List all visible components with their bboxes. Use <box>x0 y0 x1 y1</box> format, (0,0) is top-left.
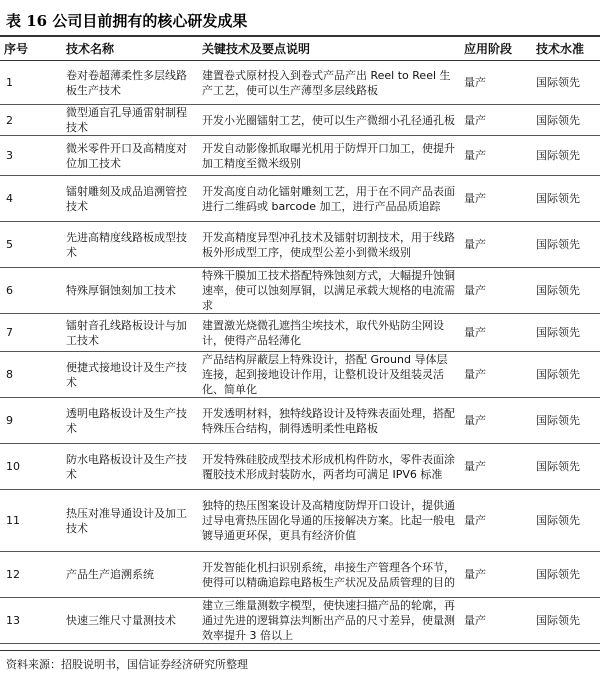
tech-description: 独特的热压图案设计及高精度防焊开口设计，提供通过导电膏热压固化导通的压接解决方案。比起一般电镀导通更环保，更具有经济价值 <box>198 490 460 552</box>
tech-name: 便捷式接地设计及生产技术 <box>52 352 198 398</box>
row-number: 13 <box>0 598 52 644</box>
table-row <box>0 268 600 314</box>
application-stage: 量产 <box>460 490 532 552</box>
table-row <box>0 490 600 552</box>
tech-name: 镭射音孔线路板设计与加工技术 <box>52 314 198 352</box>
tech-description: 产品结构屏蔽层上特殊设计，搭配 Ground 导体层连接，起到接地设计作用，让整机设计及组装灵活化、简单化 <box>198 352 460 398</box>
tech-level: 国际领先 <box>532 352 600 398</box>
tech-level: 国际领先 <box>532 444 600 490</box>
table-row <box>0 222 600 268</box>
table-row <box>0 444 600 490</box>
tech-level: 国际领先 <box>532 398 600 444</box>
tech-description: 开发高精度异型冲孔技术及镭射切割技术，用于线路板外形成型工序，使成型公差小到微米级别 <box>198 222 460 268</box>
table-row <box>0 398 600 444</box>
header-desc: 关键技术及要点说明 <box>198 37 460 61</box>
tech-name: 防水电路板设计及生产技术 <box>52 444 198 490</box>
application-stage: 量产 <box>460 552 532 598</box>
row-number: 7 <box>0 314 52 352</box>
row-number: 8 <box>0 352 52 398</box>
row-number: 2 <box>0 105 52 136</box>
header-level: 技术水准 <box>532 37 600 61</box>
row-number: 9 <box>0 398 52 444</box>
row-number: 11 <box>0 490 52 552</box>
row-number: 10 <box>0 444 52 490</box>
tech-name: 微米零件开口及高精度对位加工技术 <box>52 136 198 176</box>
tech-description: 开发特殊硅胶成型技术形成机构件防水，零件表面涂覆胶技术形成封装防水，两者均可满足 IPV6 标准 <box>198 444 460 490</box>
table-row <box>0 552 600 598</box>
tech-description: 建置卷式原材投入到卷式产品产出 Reel to Reel 生产工艺，使可以生产薄型多层线路板 <box>198 61 460 105</box>
tech-name: 快速三维尺寸量测技术 <box>52 598 198 644</box>
bottom-rule <box>0 650 600 651</box>
application-stage: 量产 <box>460 598 532 644</box>
application-stage: 量产 <box>460 105 532 136</box>
table-row <box>0 105 600 136</box>
tech-description: 开发智能化机扫识别系统，串接生产管理各个环节，使得可以精确追踪电路板生产状况及品质管理的目的 <box>198 552 460 598</box>
row-number: 3 <box>0 136 52 176</box>
tech-name: 透明电路板设计及生产技术 <box>52 398 198 444</box>
table-row <box>0 352 600 398</box>
tech-name: 特殊厚铜蚀刻加工技术 <box>52 268 198 314</box>
tech-level: 国际领先 <box>532 552 600 598</box>
table-header-row <box>0 37 600 61</box>
table-row <box>0 136 600 176</box>
row-number: 12 <box>0 552 52 598</box>
tech-name: 卷对卷超薄柔性多层线路板生产技术 <box>52 61 198 105</box>
tech-level: 国际领先 <box>532 222 600 268</box>
rd-results-table <box>0 36 600 644</box>
row-number: 6 <box>0 268 52 314</box>
tech-description: 开发小光圈镭射工艺，使可以生产微细小孔径通孔板 <box>198 105 460 136</box>
tech-level: 国际领先 <box>532 136 600 176</box>
tech-level: 国际领先 <box>532 61 600 105</box>
application-stage: 量产 <box>460 398 532 444</box>
table-row <box>0 61 600 105</box>
tech-name: 镭射雕刻及成品追溯管控技术 <box>52 176 198 222</box>
application-stage: 量产 <box>460 352 532 398</box>
tech-name: 微型通盲孔导通雷射制程技术 <box>52 105 198 136</box>
application-stage: 量产 <box>460 61 532 105</box>
table-row <box>0 176 600 222</box>
application-stage: 量产 <box>460 444 532 490</box>
header-stage: 应用阶段 <box>460 37 532 61</box>
tech-level: 国际领先 <box>532 268 600 314</box>
tech-description: 建立三维量测数字模型，使快速扫描产品的轮廓，再通过先进的逻辑算法判断出产品的尺寸差异，使量测效率提升 3 倍以上 <box>198 598 460 644</box>
row-number: 1 <box>0 61 52 105</box>
tech-level: 国际领先 <box>532 105 600 136</box>
application-stage: 量产 <box>460 222 532 268</box>
tech-name: 产品生产追溯系统 <box>52 552 198 598</box>
table-row <box>0 314 600 352</box>
tech-level: 国际领先 <box>532 490 600 552</box>
tech-description: 开发自动影像抓取曝光机用于防焊开口加工，使提升加工精度至微米级别 <box>198 136 460 176</box>
tech-description: 建置激光烧微孔遮挡尘埃技术，取代外贴防尘网设计，使得产品轻薄化 <box>198 314 460 352</box>
application-stage: 量产 <box>460 176 532 222</box>
application-stage: 量产 <box>460 314 532 352</box>
header-name: 技术名称 <box>52 37 198 61</box>
header-num: 序号 <box>0 37 52 61</box>
tech-name: 先进高精度线路板成型技术 <box>52 222 198 268</box>
tech-description: 开发高度自动化镭射雕刻工艺，用于在不同产品表面进行二维码或 barcode 加工，进行产品品质追踪 <box>198 176 460 222</box>
row-number: 5 <box>0 222 52 268</box>
table-row <box>0 598 600 644</box>
tech-description: 开发透明材料，独特线路设计及特殊表面处理，搭配特殊压合结构，制得透明柔性电路板 <box>198 398 460 444</box>
tech-name: 热压对准导通设计及加工技术 <box>52 490 198 552</box>
tech-level: 国际领先 <box>532 598 600 644</box>
application-stage: 量产 <box>460 268 532 314</box>
application-stage: 量产 <box>460 136 532 176</box>
table-title: 表 16 公司目前拥有的核心研发成果 <box>0 0 600 36</box>
source-note: 资料来源：招股说明书，国信证券经济研究所整理 <box>6 658 248 671</box>
tech-description: 特殊干膜加工技术搭配特殊蚀刻方式，大幅提升蚀铜速率，使可以蚀刻厚铜，以满足承载大规格的电流需求 <box>198 268 460 314</box>
tech-level: 国际领先 <box>532 176 600 222</box>
row-number: 4 <box>0 176 52 222</box>
tech-level: 国际领先 <box>532 314 600 352</box>
